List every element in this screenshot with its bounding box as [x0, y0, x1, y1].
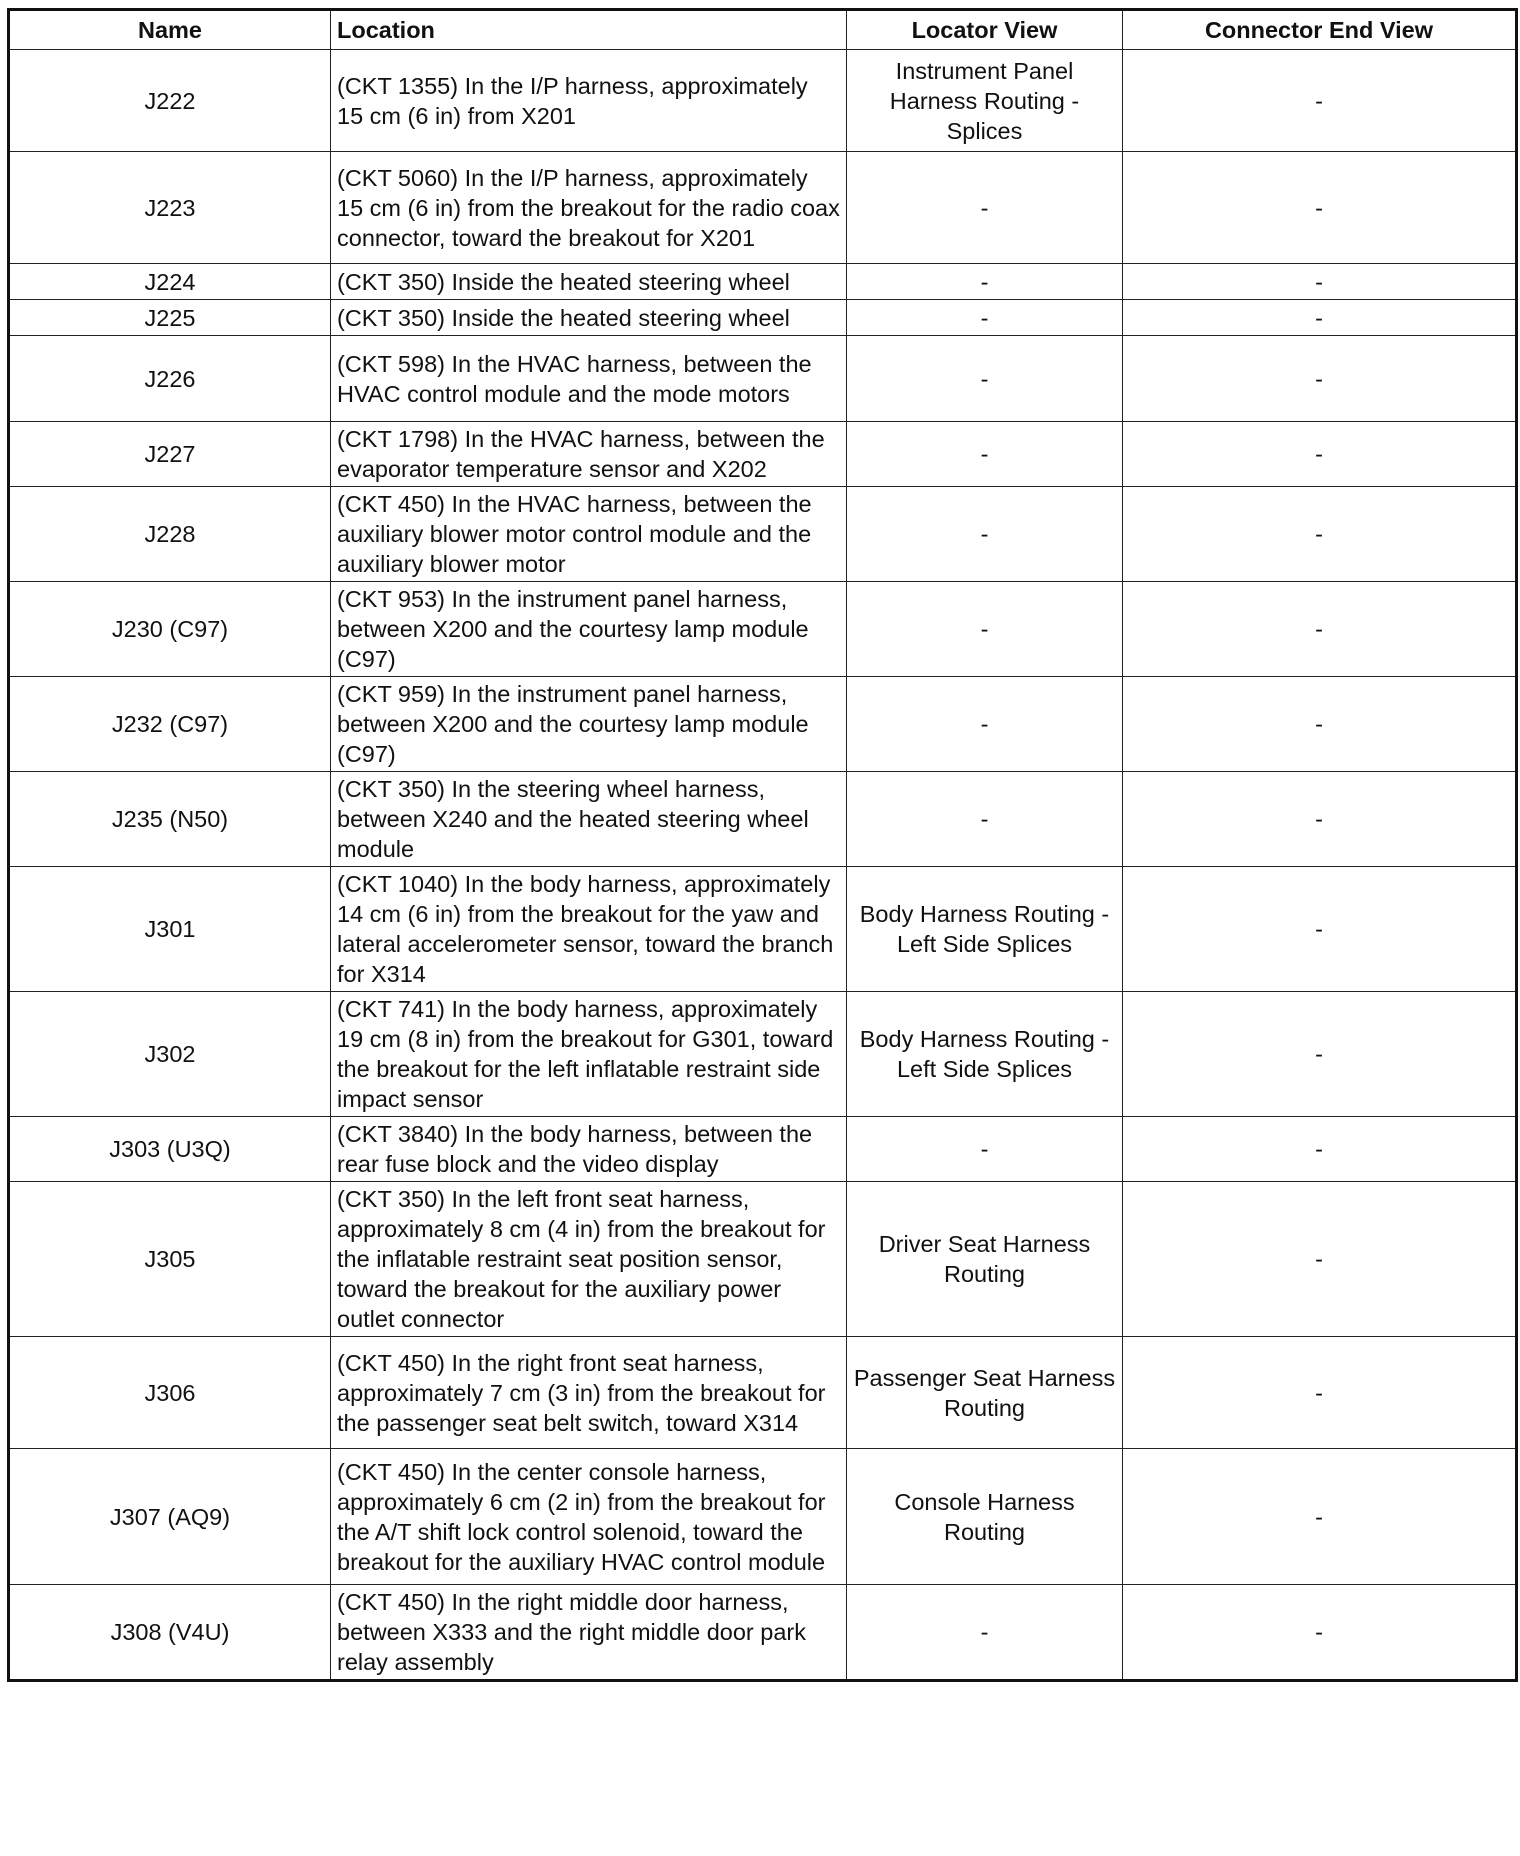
row-connector-end-view-cell: - — [1123, 1337, 1517, 1449]
row-locator-view-cell: Body Harness Routing - Left Side Splices — [847, 867, 1123, 992]
table-row — [9, 992, 1517, 1117]
row-location-cell: (CKT 450) In the HVAC harness, between the auxiliary blower motor control module and the auxiliary blower motor — [331, 487, 847, 582]
row-location-cell: (CKT 953) In the instrument panel harness, between X200 and the courtesy lamp module (C97) — [331, 582, 847, 677]
row-location-cell: (CKT 741) In the body harness, approximately 19 cm (8 in) from the breakout for G301, toward the breakout for the left inflatable restraint side impact sensor — [331, 992, 847, 1117]
row-locator-view-cell: - — [847, 152, 1123, 264]
row-connector-end-view-cell: - — [1123, 300, 1517, 336]
row-locator-view-cell: - — [847, 1117, 1123, 1182]
table-row — [9, 582, 1517, 677]
row-locator-view-cell: - — [847, 772, 1123, 867]
row-locator-view-cell: - — [847, 582, 1123, 677]
row-location-cell: (CKT 598) In the HVAC harness, between the HVAC control module and the mode motors — [331, 336, 847, 422]
row-name-cell: J301 — [9, 867, 331, 992]
row-locator-view-cell: - — [847, 264, 1123, 300]
row-connector-end-view-cell: - — [1123, 264, 1517, 300]
row-locator-view-cell: Instrument Panel Harness Routing - Splices — [847, 50, 1123, 152]
row-connector-end-view-cell: - — [1123, 422, 1517, 487]
row-location-cell: (CKT 450) In the right front seat harness, approximately 7 cm (3 in) from the breakout for the passenger seat belt switch, toward X314 — [331, 1337, 847, 1449]
row-name-cell: J307 (AQ9) — [9, 1449, 331, 1585]
row-locator-view-cell: Driver Seat Harness Routing — [847, 1182, 1123, 1337]
row-name-cell: J223 — [9, 152, 331, 264]
row-location-cell: (CKT 1040) In the body harness, approximately 14 cm (6 in) from the breakout for the yaw and lateral accelerometer sensor, toward the branch for X314 — [331, 867, 847, 992]
table-row — [9, 1337, 1517, 1449]
row-connector-end-view-cell: - — [1123, 487, 1517, 582]
row-name-cell: J232 (C97) — [9, 677, 331, 772]
table-row — [9, 1585, 1517, 1681]
row-name-cell: J230 (C97) — [9, 582, 331, 677]
row-connector-end-view-cell: - — [1123, 1585, 1517, 1681]
row-location-cell: (CKT 959) In the instrument panel harness, between X200 and the courtesy lamp module (C97) — [331, 677, 847, 772]
table-row — [9, 487, 1517, 582]
row-location-cell: (CKT 350) In the steering wheel harness, between X240 and the heated steering wheel module — [331, 772, 847, 867]
row-connector-end-view-cell: - — [1123, 336, 1517, 422]
table-row — [9, 422, 1517, 487]
row-locator-view-cell: Passenger Seat Harness Routing — [847, 1337, 1123, 1449]
row-locator-view-cell: - — [847, 336, 1123, 422]
row-name-cell: J306 — [9, 1337, 331, 1449]
row-name-cell: J226 — [9, 336, 331, 422]
row-name-cell: J224 — [9, 264, 331, 300]
table-body — [9, 50, 1517, 1681]
row-connector-end-view-cell: - — [1123, 992, 1517, 1117]
row-name-cell: J228 — [9, 487, 331, 582]
header-connector-end-view: Connector End View — [1123, 10, 1517, 50]
table-row — [9, 50, 1517, 152]
row-connector-end-view-cell: - — [1123, 677, 1517, 772]
row-locator-view-cell: - — [847, 1585, 1123, 1681]
row-connector-end-view-cell: - — [1123, 772, 1517, 867]
row-locator-view-cell: - — [847, 487, 1123, 582]
table-row — [9, 152, 1517, 264]
row-name-cell: J302 — [9, 992, 331, 1117]
table-row — [9, 1182, 1517, 1337]
header-name: Name — [9, 10, 331, 50]
splice-table-document — [7, 8, 1515, 1682]
row-locator-view-cell: - — [847, 300, 1123, 336]
row-connector-end-view-cell: - — [1123, 867, 1517, 992]
table-row — [9, 1449, 1517, 1585]
row-location-cell: (CKT 5060) In the I/P harness, approximately 15 cm (6 in) from the breakout for the radio coax connector, toward the breakout for X201 — [331, 152, 847, 264]
row-location-cell: (CKT 350) Inside the heated steering wheel — [331, 264, 847, 300]
table-row — [9, 336, 1517, 422]
table-row — [9, 772, 1517, 867]
row-locator-view-cell: Body Harness Routing - Left Side Splices — [847, 992, 1123, 1117]
row-location-cell: (CKT 1355) In the I/P harness, approximately 15 cm (6 in) from X201 — [331, 50, 847, 152]
row-name-cell: J303 (U3Q) — [9, 1117, 331, 1182]
table-row — [9, 300, 1517, 336]
row-locator-view-cell: - — [847, 677, 1123, 772]
header-location: Location — [331, 10, 847, 50]
row-location-cell: (CKT 3840) In the body harness, between the rear fuse block and the video display — [331, 1117, 847, 1182]
row-location-cell: (CKT 350) Inside the heated steering wheel — [331, 300, 847, 336]
row-name-cell: J222 — [9, 50, 331, 152]
row-connector-end-view-cell: - — [1123, 50, 1517, 152]
row-location-cell: (CKT 450) In the center console harness, approximately 6 cm (2 in) from the breakout for the A/T shift lock control solenoid, toward the breakout for the auxiliary HVAC control module — [331, 1449, 847, 1585]
row-connector-end-view-cell: - — [1123, 1182, 1517, 1337]
row-name-cell: J225 — [9, 300, 331, 336]
row-location-cell: (CKT 1798) In the HVAC harness, between the evaporator temperature sensor and X202 — [331, 422, 847, 487]
row-name-cell: J227 — [9, 422, 331, 487]
header-locator-view: Locator View — [847, 10, 1123, 50]
row-location-cell: (CKT 350) In the left front seat harness, approximately 8 cm (4 in) from the breakout for the inflatable restraint seat position sensor, toward the breakout for the auxiliary power outlet connector — [331, 1182, 847, 1337]
table-row — [9, 867, 1517, 992]
row-name-cell: J308 (V4U) — [9, 1585, 331, 1681]
splice-location-table — [7, 8, 1518, 1682]
row-locator-view-cell: Console Harness Routing — [847, 1449, 1123, 1585]
row-connector-end-view-cell: - — [1123, 1117, 1517, 1182]
table-header-row — [9, 10, 1517, 50]
table-row — [9, 264, 1517, 300]
table-row — [9, 677, 1517, 772]
row-connector-end-view-cell: - — [1123, 1449, 1517, 1585]
row-connector-end-view-cell: - — [1123, 582, 1517, 677]
table-row — [9, 1117, 1517, 1182]
row-locator-view-cell: - — [847, 422, 1123, 487]
row-location-cell: (CKT 450) In the right middle door harness, between X333 and the right middle door park relay assembly — [331, 1585, 847, 1681]
row-name-cell: J235 (N50) — [9, 772, 331, 867]
row-name-cell: J305 — [9, 1182, 331, 1337]
row-connector-end-view-cell: - — [1123, 152, 1517, 264]
